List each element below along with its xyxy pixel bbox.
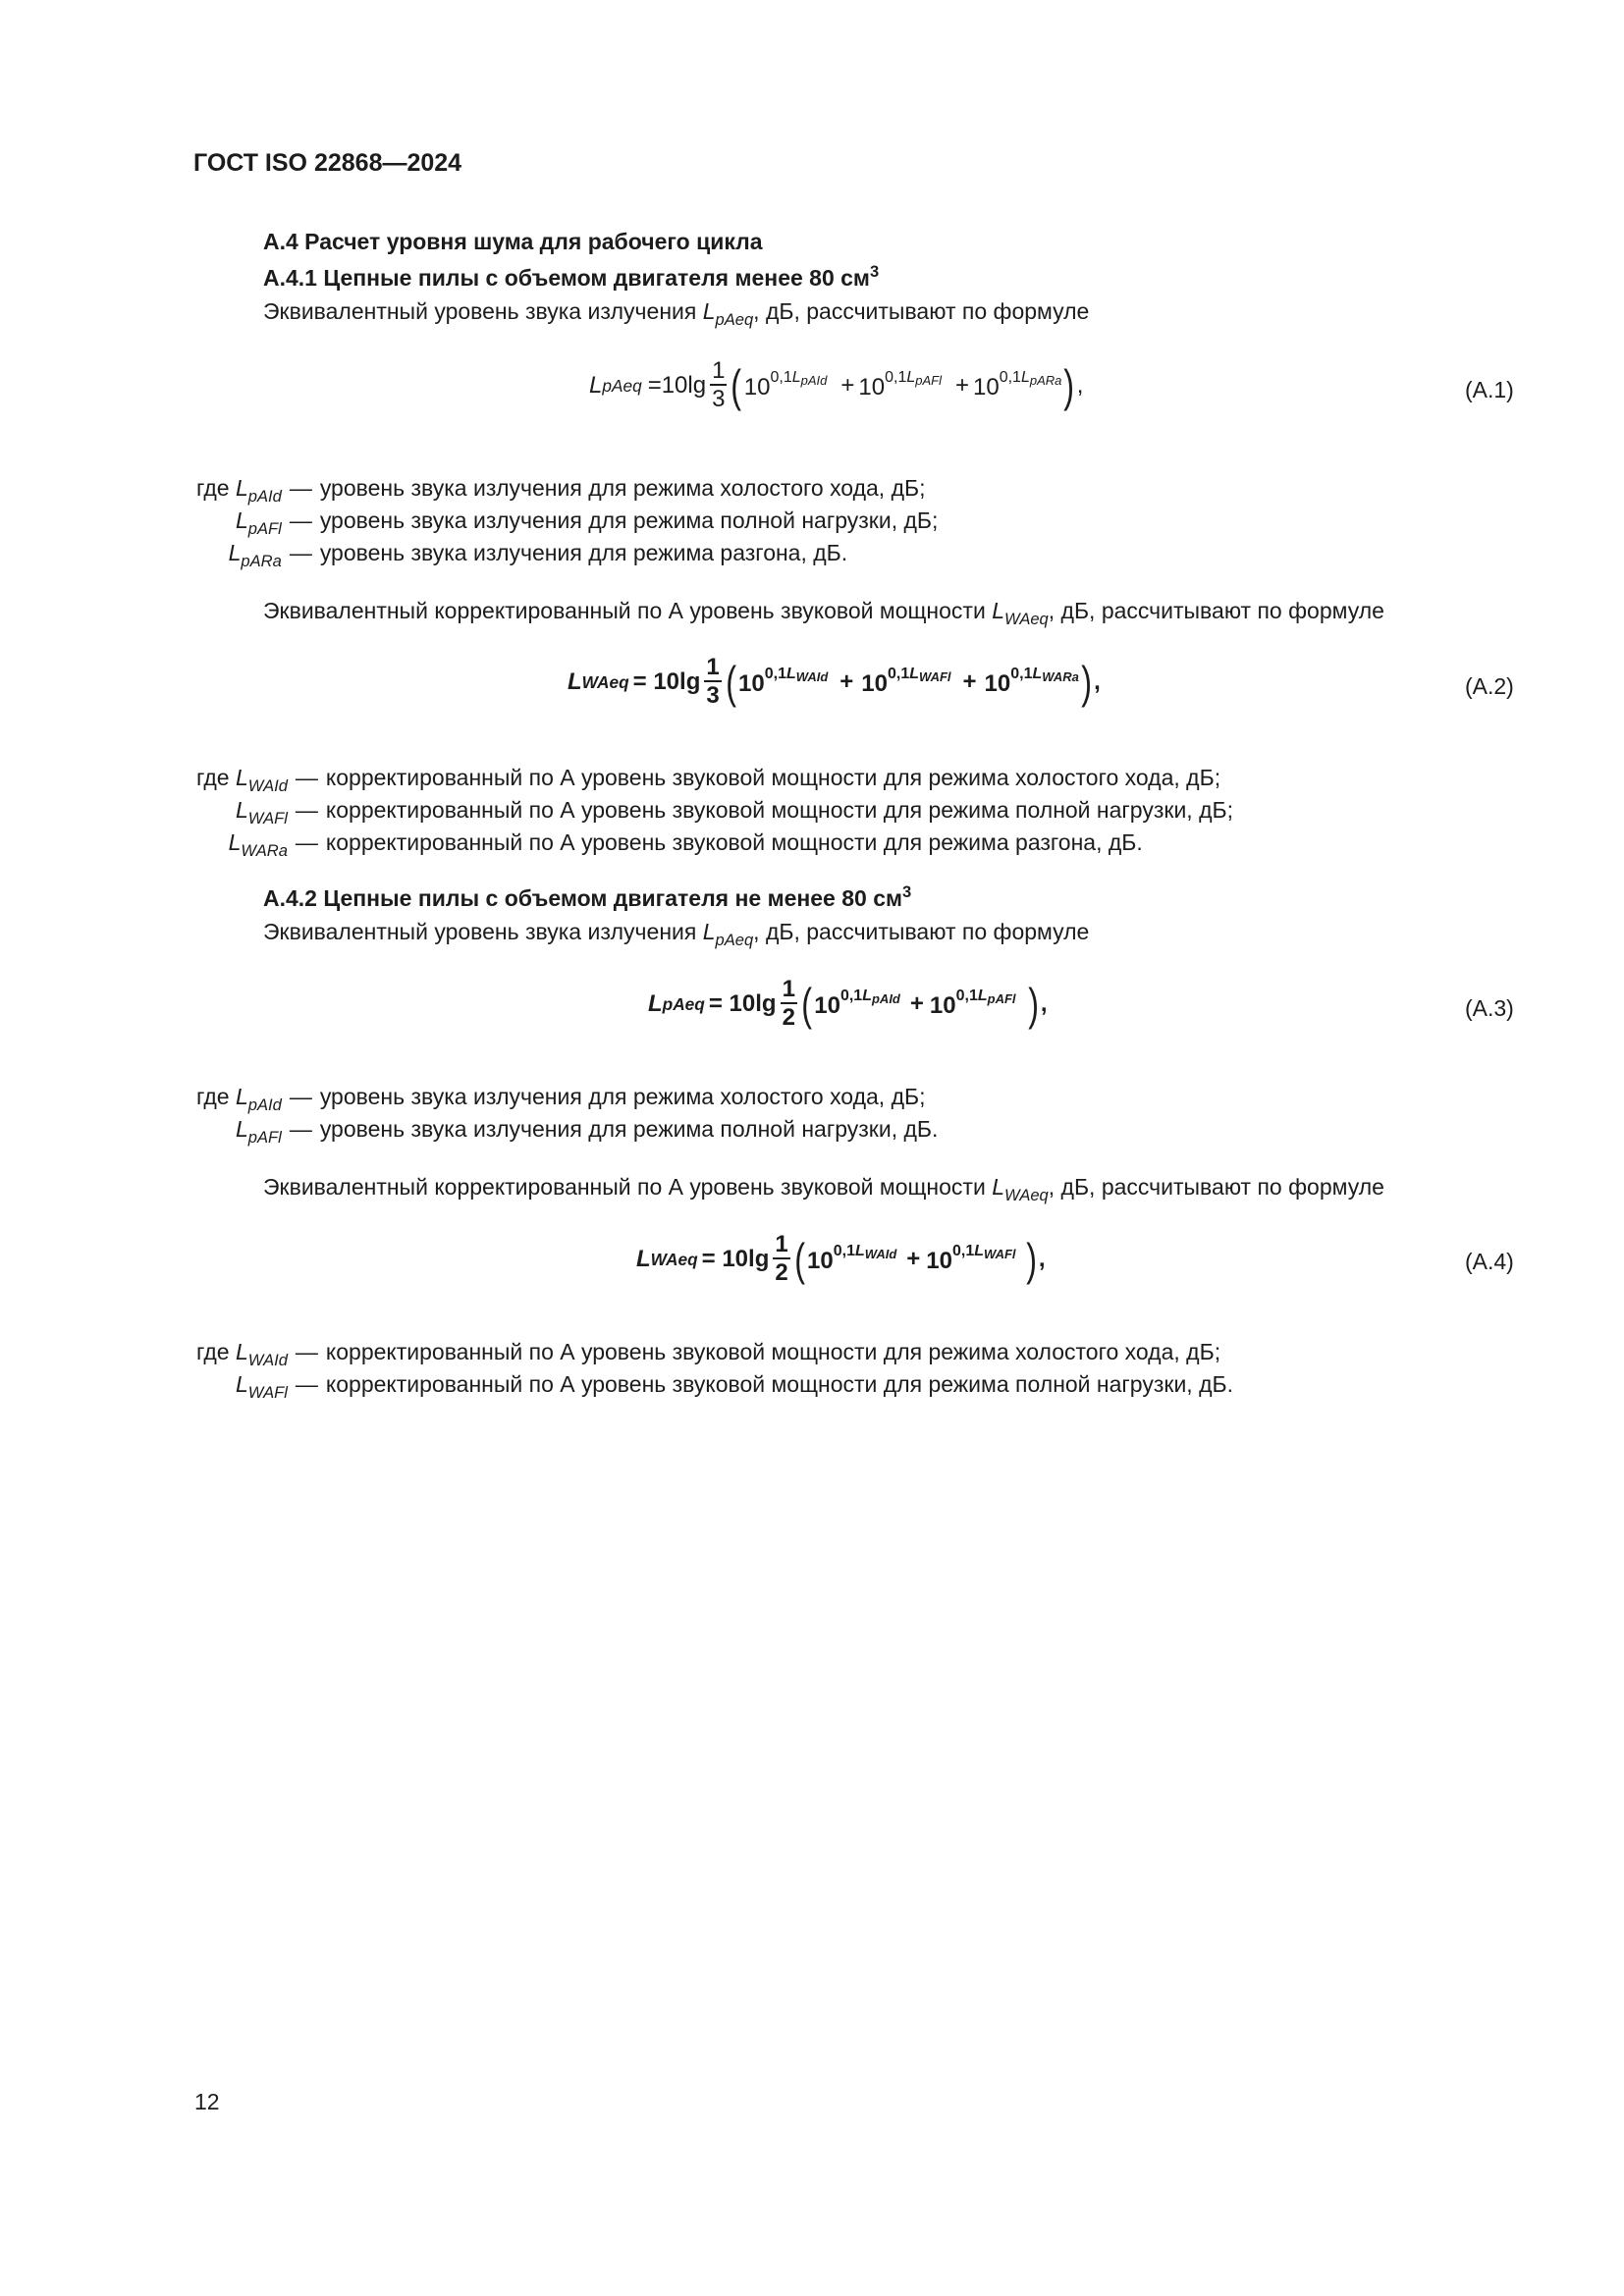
subscript: pAFl — [247, 1127, 282, 1147]
symbol: L — [909, 666, 920, 682]
dash: — — [289, 540, 312, 565]
subscript: WAFl — [247, 808, 288, 828]
denominator: 2 — [775, 1259, 788, 1286]
subsection-title-text: А.4.2 Цепные пилы с объемом двигателя не менее 80 см — [263, 885, 903, 911]
symbol: L — [855, 1243, 865, 1259]
subsection-title-text: А.4.1 Цепные пилы с объемом двигателя менее 80 см — [263, 265, 870, 291]
term — [926, 1243, 1015, 1275]
subscript: pAeq — [715, 309, 754, 329]
where-list — [196, 765, 1233, 860]
numerator: 1 — [782, 976, 795, 1002]
symbol: L — [235, 475, 248, 501]
exponent — [1010, 666, 1079, 682]
equation-number: (А.4) — [1465, 1249, 1514, 1274]
text: , дБ, рассчитывают по формуле — [753, 298, 1090, 324]
term — [973, 369, 1061, 401]
symbol: L — [228, 540, 242, 565]
exp-coef: 0,1 — [770, 369, 792, 386]
exp-coef: 0,1 — [839, 988, 863, 1004]
where-item — [196, 540, 282, 570]
subscript: pAId — [247, 1095, 282, 1114]
term — [858, 369, 942, 401]
left-paren: ( — [794, 1233, 805, 1285]
base: 10 — [814, 992, 840, 1019]
definition: корректированный по А уровень звуковой мощности для режима холостого хода, дБ; — [325, 1339, 1221, 1364]
right-paren: ) — [1063, 359, 1075, 411]
numerator: 1 — [712, 357, 726, 384]
plus: + — [840, 371, 855, 399]
subscript: WARa — [1042, 669, 1079, 684]
dash: — — [295, 829, 318, 855]
document-header: ГОСТ ISO 22868—2024 — [193, 149, 462, 177]
subsection-title-a42 — [263, 881, 912, 912]
exp-coef: 0,1 — [888, 666, 910, 682]
intro-paragraph — [263, 298, 1090, 329]
text: Эквивалентный корректированный по А уровень звуковой мощности — [263, 1174, 993, 1200]
term — [744, 369, 828, 401]
symbol: L — [636, 1245, 651, 1272]
term — [930, 988, 1016, 1020]
text: Эквивалентный корректированный по А уровень звуковой мощности — [263, 598, 993, 623]
base: 10 — [807, 1248, 834, 1274]
symbol: L — [906, 369, 916, 386]
text: , дБ, рассчитывают по формуле — [1048, 598, 1384, 623]
base: 10 — [858, 374, 886, 400]
formula-a3: L pAeq = 10lg $\frac{1}{2}$ ( $10^{0,1L_{pAId}}$ + $10^{0,1L_{pAFl}}$ ) , — [648, 976, 1048, 1031]
symbol: L — [568, 667, 582, 695]
where-item — [196, 1371, 288, 1402]
symbol: L — [791, 369, 801, 386]
symbol: L — [235, 1339, 248, 1364]
symbol: L — [235, 1116, 248, 1142]
term — [814, 988, 900, 1020]
fraction — [781, 978, 797, 1030]
subscript: WAId — [795, 669, 829, 684]
exp-coef: 0,1 — [764, 666, 786, 682]
base: 10 — [743, 374, 771, 400]
symbol: L — [702, 919, 716, 944]
subscript: pAFl — [987, 991, 1016, 1006]
comma: , — [1094, 667, 1101, 695]
where-item — [196, 1084, 282, 1114]
denominator: 3 — [706, 682, 720, 709]
base: 10 — [973, 374, 1000, 400]
symbol: L — [1032, 666, 1043, 682]
subsection-title-a41 — [263, 261, 880, 292]
intro-paragraph — [263, 598, 1384, 628]
comma: , — [1040, 989, 1048, 1017]
text: Эквивалентный уровень звука излучения — [263, 298, 703, 324]
fraction — [710, 359, 727, 411]
intro-paragraph — [263, 1174, 1384, 1204]
base: 10 — [926, 1248, 952, 1274]
where-list — [196, 475, 939, 570]
right-paren: ) — [1025, 1233, 1037, 1285]
formula-a4: L WAeq = 10lg $\frac{1}{2}$ ( $10^{0,1L_{WAId}}$ + $10^{0,1L_{WAFl}}$ ) , — [636, 1231, 1046, 1286]
text: , дБ, рассчитывают по формуле — [1048, 1174, 1384, 1200]
subscript: pAId — [247, 486, 282, 506]
term — [807, 1243, 896, 1275]
symbol: L — [992, 1174, 1004, 1200]
subscript: WAFl — [919, 669, 951, 684]
text: Эквивалентный уровень звука излучения — [263, 919, 703, 944]
denominator: 2 — [782, 1004, 795, 1031]
comma: , — [1038, 1245, 1046, 1272]
symbol: L — [1020, 369, 1030, 386]
symbol: L — [589, 371, 603, 399]
equation-number: (А.2) — [1465, 673, 1514, 699]
superscript: 3 — [869, 261, 880, 281]
dash: — — [295, 1371, 318, 1397]
subscript: WAeq — [1004, 1185, 1049, 1204]
where-item — [196, 829, 288, 860]
symbol: L — [648, 989, 663, 1017]
text: , дБ, рассчитывают по формуле — [753, 919, 1090, 944]
subscript: WAeq — [1004, 609, 1049, 628]
symbol: L — [862, 988, 872, 1004]
where-lead: где — [196, 1339, 230, 1364]
right-paren: ) — [1027, 978, 1039, 1030]
comma: , — [1076, 371, 1084, 399]
plus: + — [954, 371, 969, 399]
equals-lg: =10lg — [647, 371, 707, 399]
fraction — [704, 656, 721, 708]
symbol: L — [974, 1243, 985, 1259]
exponent — [888, 666, 951, 682]
exp-coef: 0,1 — [955, 988, 978, 1004]
where-lead: где — [196, 765, 230, 790]
exponent — [1000, 369, 1062, 386]
subscript: WAId — [247, 775, 288, 795]
dash: — — [295, 797, 318, 823]
exponent — [956, 988, 1016, 1004]
term — [738, 666, 828, 698]
numerator: 1 — [706, 654, 720, 680]
subscript: WAFl — [247, 1382, 288, 1402]
subscript: WAFl — [984, 1247, 1016, 1261]
where-list — [196, 1084, 939, 1147]
where-lead: где — [196, 475, 230, 501]
left-paren: ( — [726, 656, 736, 708]
subscript: pAId — [871, 991, 900, 1006]
symbol: L — [235, 507, 248, 533]
subscript: pAeq — [715, 930, 754, 949]
equation-number: (А.3) — [1465, 995, 1514, 1021]
definition: уровень звука излучения для режима холостого хода, дБ; — [319, 475, 926, 501]
symbol: L — [235, 797, 248, 823]
where-list — [196, 1339, 1233, 1402]
plus: + — [839, 667, 854, 695]
intro-paragraph — [263, 919, 1090, 949]
symbol: L — [702, 298, 716, 324]
term — [985, 666, 1079, 698]
where-item — [196, 475, 282, 506]
definition: уровень звука излучения для режима разгона, дБ. — [319, 540, 848, 565]
exp-coef: 0,1 — [885, 369, 907, 386]
definition: корректированный по А уровень звуковой мощности для режима холостого хода, дБ; — [325, 765, 1221, 790]
section-title: А.4 Расчет уровня шума для рабочего цикла — [263, 229, 763, 254]
term — [861, 666, 950, 698]
dash: — — [295, 765, 318, 790]
symbol: L — [992, 598, 1004, 623]
left-paren: ( — [801, 978, 812, 1030]
plus: + — [906, 1245, 921, 1272]
plus: + — [909, 989, 924, 1017]
dash: — — [295, 1339, 318, 1364]
exp-coef: 0,1 — [833, 1243, 855, 1259]
subscript: WAId — [864, 1247, 897, 1261]
equals-lg: = 10lg — [701, 1245, 770, 1272]
formula-a2: L WAeq = 10lg $\frac{1}{3}$ ( $10^{0,1L_{WAId}}$ + $10^{0,1L_{WAFl}}$ + $10^{0,1L_{WARa}}$ ) , — [568, 654, 1101, 709]
where-item — [196, 1116, 282, 1147]
base: 10 — [738, 670, 765, 697]
right-paren: ) — [1081, 656, 1092, 708]
subscript: WARa — [241, 840, 288, 860]
subscript: pAId — [800, 373, 828, 388]
formula-a1: L pAeq =10lg $\frac{1}{3}$ ( $10^{0,1L_{pAId}}$ + $10^{0,1L_{pAFl}}$ + $10^{0,1L_{pARa}}$ ) , — [589, 357, 1084, 412]
superscript: 3 — [902, 881, 912, 901]
definition: корректированный по А уровень звуковой мощности для режима полной нагрузки, дБ. — [325, 1371, 1233, 1397]
numerator: 1 — [775, 1231, 788, 1257]
fraction — [773, 1233, 789, 1285]
exponent — [840, 988, 900, 1004]
symbol: L — [228, 829, 242, 855]
definition: уровень звука излучения для режима полной нагрузки, дБ; — [319, 507, 939, 533]
dash: — — [289, 1116, 312, 1142]
where-item — [196, 765, 288, 795]
symbol: L — [977, 988, 988, 1004]
base: 10 — [929, 992, 956, 1019]
exponent — [834, 1243, 897, 1259]
definition: уровень звука излучения для режима холостого хода, дБ; — [319, 1084, 926, 1109]
exponent — [885, 369, 942, 386]
equals-lg: = 10lg — [708, 989, 777, 1017]
definition: корректированный по А уровень звуковой мощности для режима разгона, дБ. — [325, 829, 1143, 855]
exponent — [765, 666, 829, 682]
where-lead: где — [196, 1084, 230, 1109]
equals-lg: = 10lg — [632, 667, 701, 695]
equation-number: (А.1) — [1465, 377, 1514, 402]
exp-coef: 0,1 — [952, 1243, 975, 1259]
dash: — — [289, 507, 312, 533]
page-number: 12 — [194, 2089, 220, 2114]
base: 10 — [861, 670, 888, 697]
symbol: L — [235, 1084, 248, 1109]
exp-coef: 0,1 — [1010, 666, 1033, 682]
subscript: pAFl — [247, 518, 282, 538]
where-item — [196, 507, 282, 538]
symbol: L — [235, 765, 248, 790]
subscript: pARa — [1029, 373, 1062, 388]
left-paren: ( — [731, 359, 742, 411]
definition: корректированный по А уровень звуковой мощности для режима полной нагрузки, дБ; — [325, 797, 1233, 823]
where-item — [196, 797, 288, 828]
denominator: 3 — [712, 386, 726, 412]
exp-coef: 0,1 — [999, 369, 1021, 386]
base: 10 — [984, 670, 1011, 697]
subscript: pARa — [241, 551, 282, 570]
dash: — — [289, 475, 312, 501]
where-item — [196, 1339, 288, 1369]
exponent — [952, 1243, 1016, 1259]
dash: — — [289, 1084, 312, 1109]
symbol: L — [235, 1371, 248, 1397]
symbol: L — [786, 666, 796, 682]
subscript: pAFl — [915, 373, 942, 388]
plus: + — [962, 667, 977, 695]
exponent — [770, 369, 827, 386]
subscript: WAId — [247, 1350, 288, 1369]
definition: уровень звука излучения для режима полной нагрузки, дБ. — [319, 1116, 939, 1142]
